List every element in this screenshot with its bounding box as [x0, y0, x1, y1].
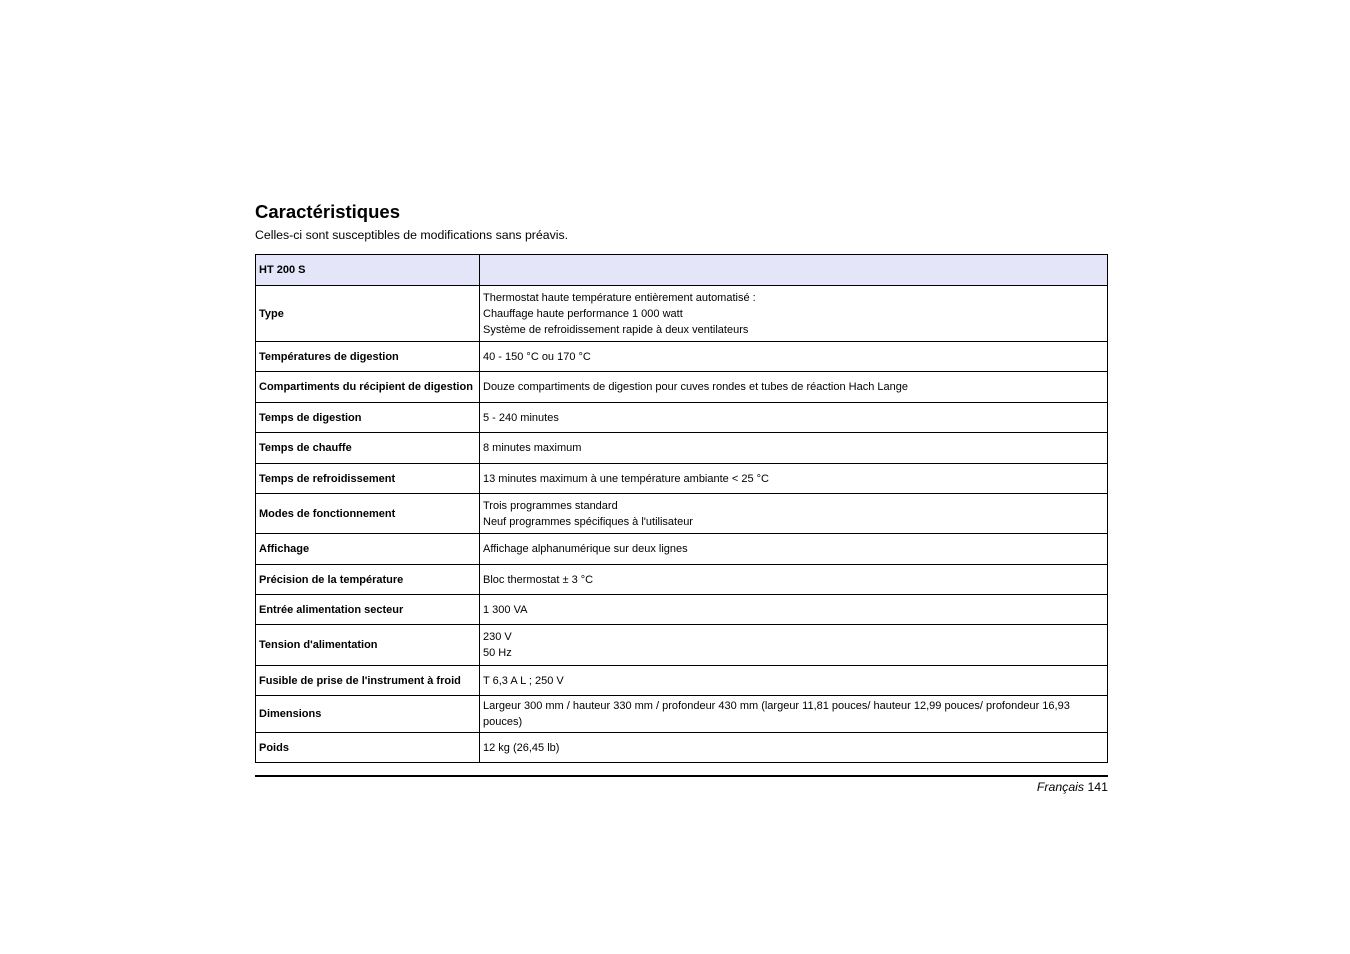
row-value-line: 8 minutes maximum [483, 442, 582, 454]
row-value [480, 595, 1108, 625]
page-title: Caractéristiques [255, 201, 400, 222]
row-value-line: Largeur 300 mm / hauteur 330 mm / profondeur 430 mm (largeur 11,81 pouces/ hauteur 12,99 pouces/ profondeur 16,93 pouces) [483, 700, 1070, 728]
table-row [256, 494, 1108, 534]
table-header-label: HT 200 S [256, 255, 480, 286]
table-row [256, 595, 1108, 625]
row-label: Temps de digestion [256, 403, 480, 433]
row-value [480, 733, 1108, 763]
row-value-line: 50 Hz [483, 647, 512, 659]
row-label: Compartiments du récipient de digestion [256, 372, 480, 403]
page-footer [1037, 780, 1108, 795]
footer-page-number: 141 [1087, 780, 1108, 794]
row-value-line: 1 300 VA [483, 603, 528, 616]
table-row [256, 696, 1108, 733]
table-header-value [480, 255, 1108, 286]
table-row [256, 666, 1108, 696]
row-value-line: Affichage alphanumérique sur deux lignes [483, 543, 688, 555]
row-value [480, 696, 1108, 733]
row-value [480, 433, 1108, 464]
row-label: Précision de la température [256, 565, 480, 595]
table-row [256, 733, 1108, 763]
row-label: Affichage [256, 534, 480, 565]
table-row [256, 372, 1108, 403]
row-value-line: Trois programmes standard [483, 499, 618, 512]
row-label: Entrée alimentation secteur [256, 595, 480, 625]
row-value-line: 13 minutes maximum à une température ambiante < 25 °C [483, 472, 769, 485]
row-value-line: Système de refroidissement rapide à deux ventilateurs [483, 323, 749, 336]
row-label: Fusible de prise de l'instrument à froid [256, 666, 480, 696]
table-row [256, 403, 1108, 433]
row-value-line: 40 - 150 °C ou 170 °C [483, 350, 591, 363]
table-row [256, 565, 1108, 595]
row-value-line: Douze compartiments de digestion pour cuves rondes et tubes de réaction Hach Lange [483, 381, 908, 393]
row-value-line: T 6,3 A L ; 250 V [483, 674, 564, 687]
row-label: Modes de fonctionnement [256, 494, 480, 534]
row-value-line: Bloc thermostat ± 3 °C [483, 573, 594, 586]
specifications-table [255, 254, 1108, 763]
row-value [480, 464, 1108, 494]
row-value [480, 494, 1108, 534]
table-header-row [256, 255, 1108, 286]
page-subtitle: Celles-ci sont susceptibles de modifications sans préavis. [255, 228, 569, 242]
row-value [480, 342, 1108, 372]
footer-language: Français [1036, 780, 1085, 794]
row-value-line: 230 V [483, 631, 512, 643]
footer-rule [255, 775, 1108, 777]
row-value [480, 286, 1108, 342]
row-value [480, 403, 1108, 433]
row-label: Temps de chauffe [256, 433, 480, 464]
row-label: Temps de refroidissement [256, 464, 480, 494]
row-value-line: 12 kg (26,45 lb) [483, 741, 560, 754]
table-row [256, 534, 1108, 565]
row-value [480, 666, 1108, 696]
row-value-line: Thermostat haute température entièrement automatisé : [483, 291, 756, 304]
row-value-line: 5 - 240 minutes [483, 411, 559, 424]
table-row [256, 433, 1108, 464]
row-value [480, 625, 1108, 666]
table-row [256, 625, 1108, 666]
table-row [256, 286, 1108, 342]
row-label: Type [256, 286, 480, 342]
row-label: Températures de digestion [256, 342, 480, 372]
row-label: Tension d'alimentation [256, 625, 480, 666]
row-label: Poids [256, 733, 480, 763]
row-value [480, 372, 1108, 403]
table-row [256, 464, 1108, 494]
row-label: Dimensions [256, 696, 480, 733]
row-value [480, 565, 1108, 595]
row-value [480, 534, 1108, 565]
row-value-line: Neuf programmes spécifiques à l'utilisateur [483, 515, 693, 528]
table-row [256, 342, 1108, 372]
row-value-line: Chauffage haute performance 1 000 watt [483, 307, 683, 320]
